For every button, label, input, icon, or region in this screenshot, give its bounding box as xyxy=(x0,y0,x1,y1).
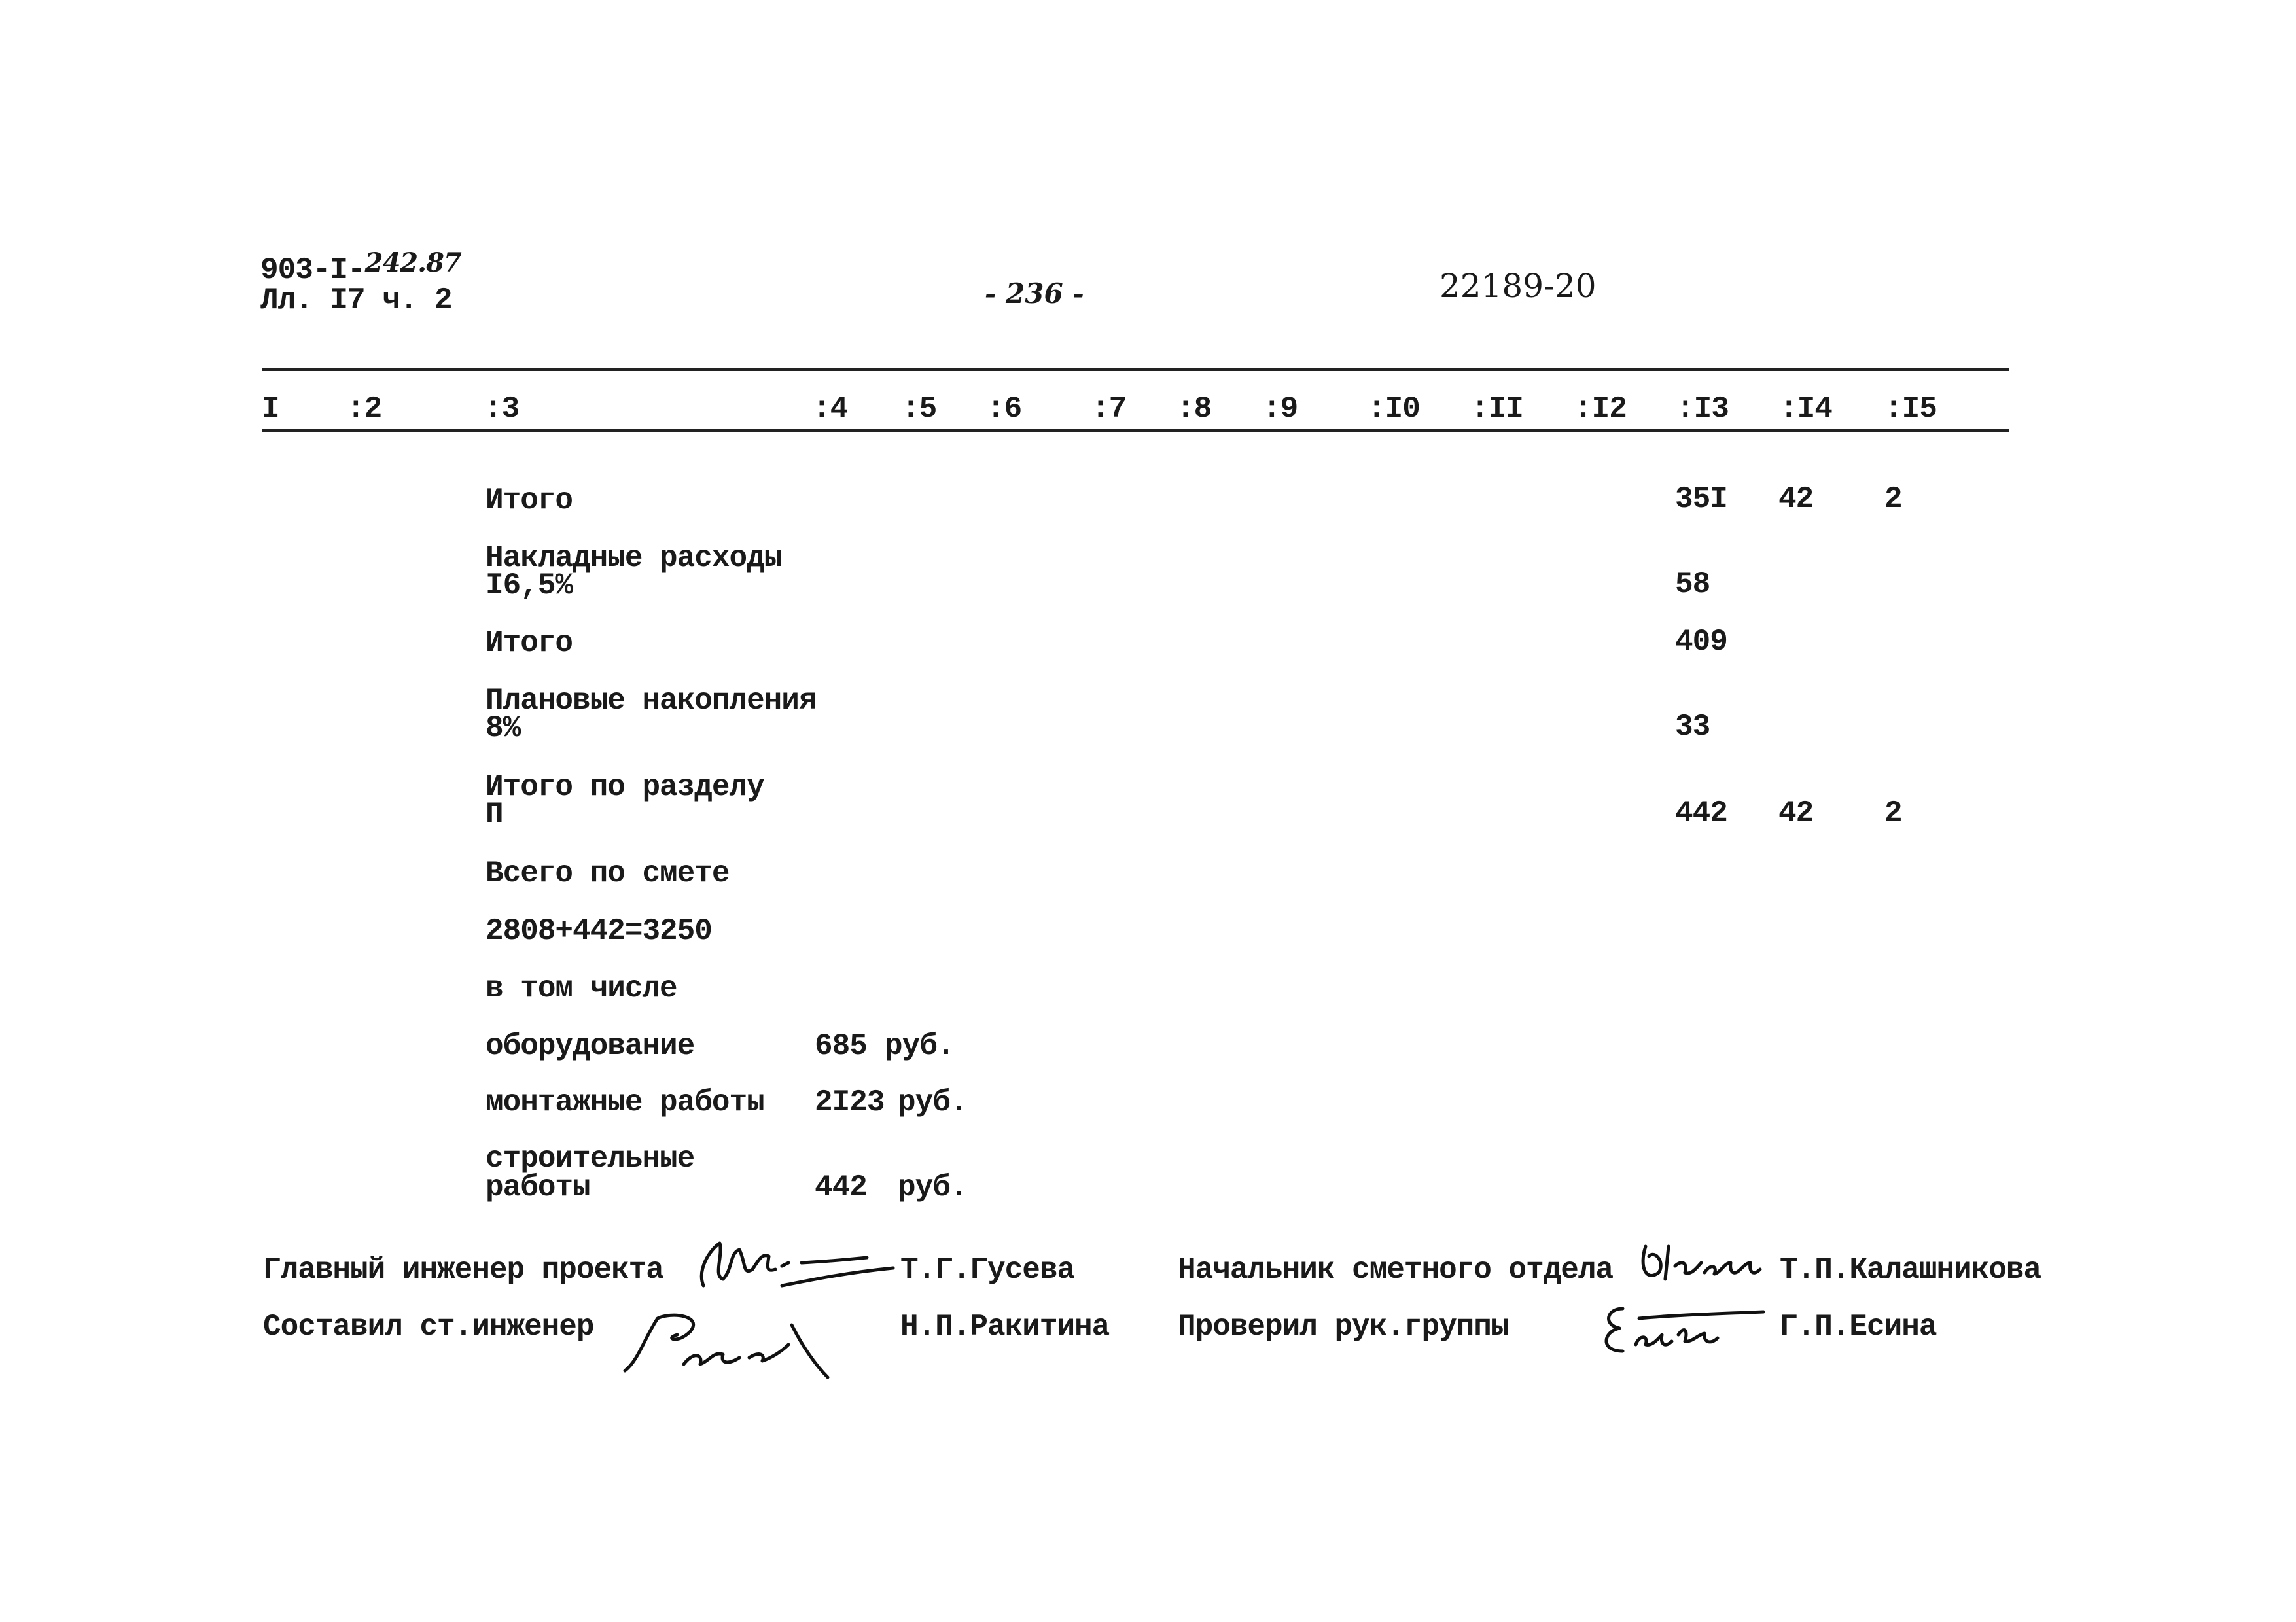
row-label-line2: I6,5% xyxy=(486,569,573,603)
cell-col15: 2 xyxy=(1884,796,1902,830)
doc-number: 22189-20 xyxy=(1439,267,1597,305)
row-label: Итого по разделу xyxy=(486,770,764,804)
total-formula: 2808+442=3250 xyxy=(486,914,712,948)
table-header-rule xyxy=(262,429,2009,432)
column-header: :6 xyxy=(987,392,1022,426)
column-header: :I4 xyxy=(1780,392,1832,426)
compiler-name: Н.П.Ракитина xyxy=(900,1310,1110,1344)
sheet-info: Лл. I7 ч. 2 xyxy=(260,283,452,317)
table-top-rule xyxy=(262,368,2009,371)
including-label: в том числе xyxy=(486,972,677,1006)
row-label: Накладные расходы xyxy=(486,541,782,575)
column-header: :5 xyxy=(902,392,937,426)
cell-col13: 409 xyxy=(1675,625,1727,659)
column-header: :I5 xyxy=(1884,392,1937,426)
cost-item-label: оборудование xyxy=(486,1029,695,1063)
doc-code-handwritten: 242.87 xyxy=(364,247,461,278)
column-header: :3 xyxy=(484,392,520,426)
cost-item-unit: руб. xyxy=(898,1171,968,1205)
row-label: Итого xyxy=(486,484,573,518)
checker-signature xyxy=(1587,1296,1776,1361)
compiler-signature xyxy=(612,1299,860,1384)
checker-title: Проверил рук.группы xyxy=(1178,1310,1509,1344)
column-header: :9 xyxy=(1263,392,1298,426)
page-number: - 236 - xyxy=(985,277,1084,309)
cost-item-unit: руб. xyxy=(885,1029,955,1063)
column-header: :8 xyxy=(1176,392,1212,426)
row-label: Плановые накопления xyxy=(486,684,817,718)
cell-col13: 35I xyxy=(1675,482,1727,516)
compiler-title: Составил ст.инженер xyxy=(263,1310,594,1344)
row-label-line2: П xyxy=(486,798,503,832)
cost-item-label: монтажные работы xyxy=(486,1085,764,1120)
head-estimates-name: Т.П.Калашникова xyxy=(1780,1253,2041,1287)
row-label: Итого xyxy=(486,626,573,660)
cost-item-amount: 2I23 xyxy=(815,1085,885,1120)
column-header: :II xyxy=(1471,392,1523,426)
doc-code xyxy=(260,247,461,287)
column-header-1: I xyxy=(262,392,279,426)
cell-col13: 33 xyxy=(1675,710,1710,744)
total-heading: Всего по смете xyxy=(486,856,730,890)
head-estimates-title: Начальник сметного отдела xyxy=(1178,1253,1614,1287)
cost-item-amount: 685 xyxy=(815,1029,867,1063)
head-estimates-signature xyxy=(1626,1227,1783,1292)
cell-col14: 42 xyxy=(1778,482,1814,516)
cost-item-label: строительные xyxy=(486,1142,695,1176)
cell-col14: 42 xyxy=(1778,796,1814,830)
cell-col15: 2 xyxy=(1884,482,1902,516)
column-header: :4 xyxy=(813,392,848,426)
column-header: :I2 xyxy=(1574,392,1627,426)
row-label-line2: 8% xyxy=(486,711,521,745)
chief-engineer-title: Главный инженер проекта xyxy=(263,1253,663,1287)
doc-code-prefix: 903-I- xyxy=(260,253,365,287)
column-header: :2 xyxy=(347,392,382,426)
cost-item-unit: руб. xyxy=(898,1085,968,1120)
chief-engineer-signature xyxy=(684,1224,900,1296)
cost-item-amount: 442 xyxy=(815,1171,867,1205)
cell-col13: 58 xyxy=(1675,567,1710,601)
cost-item-label-line2: работы xyxy=(486,1171,590,1205)
column-header: :I0 xyxy=(1368,392,1420,426)
column-header: :7 xyxy=(1091,392,1127,426)
column-header: :I3 xyxy=(1676,392,1729,426)
checker-name: Г.П.Есина xyxy=(1780,1310,1937,1344)
chief-engineer-name: Т.Г.Гусева xyxy=(900,1253,1075,1287)
cell-col13: 442 xyxy=(1675,796,1727,830)
